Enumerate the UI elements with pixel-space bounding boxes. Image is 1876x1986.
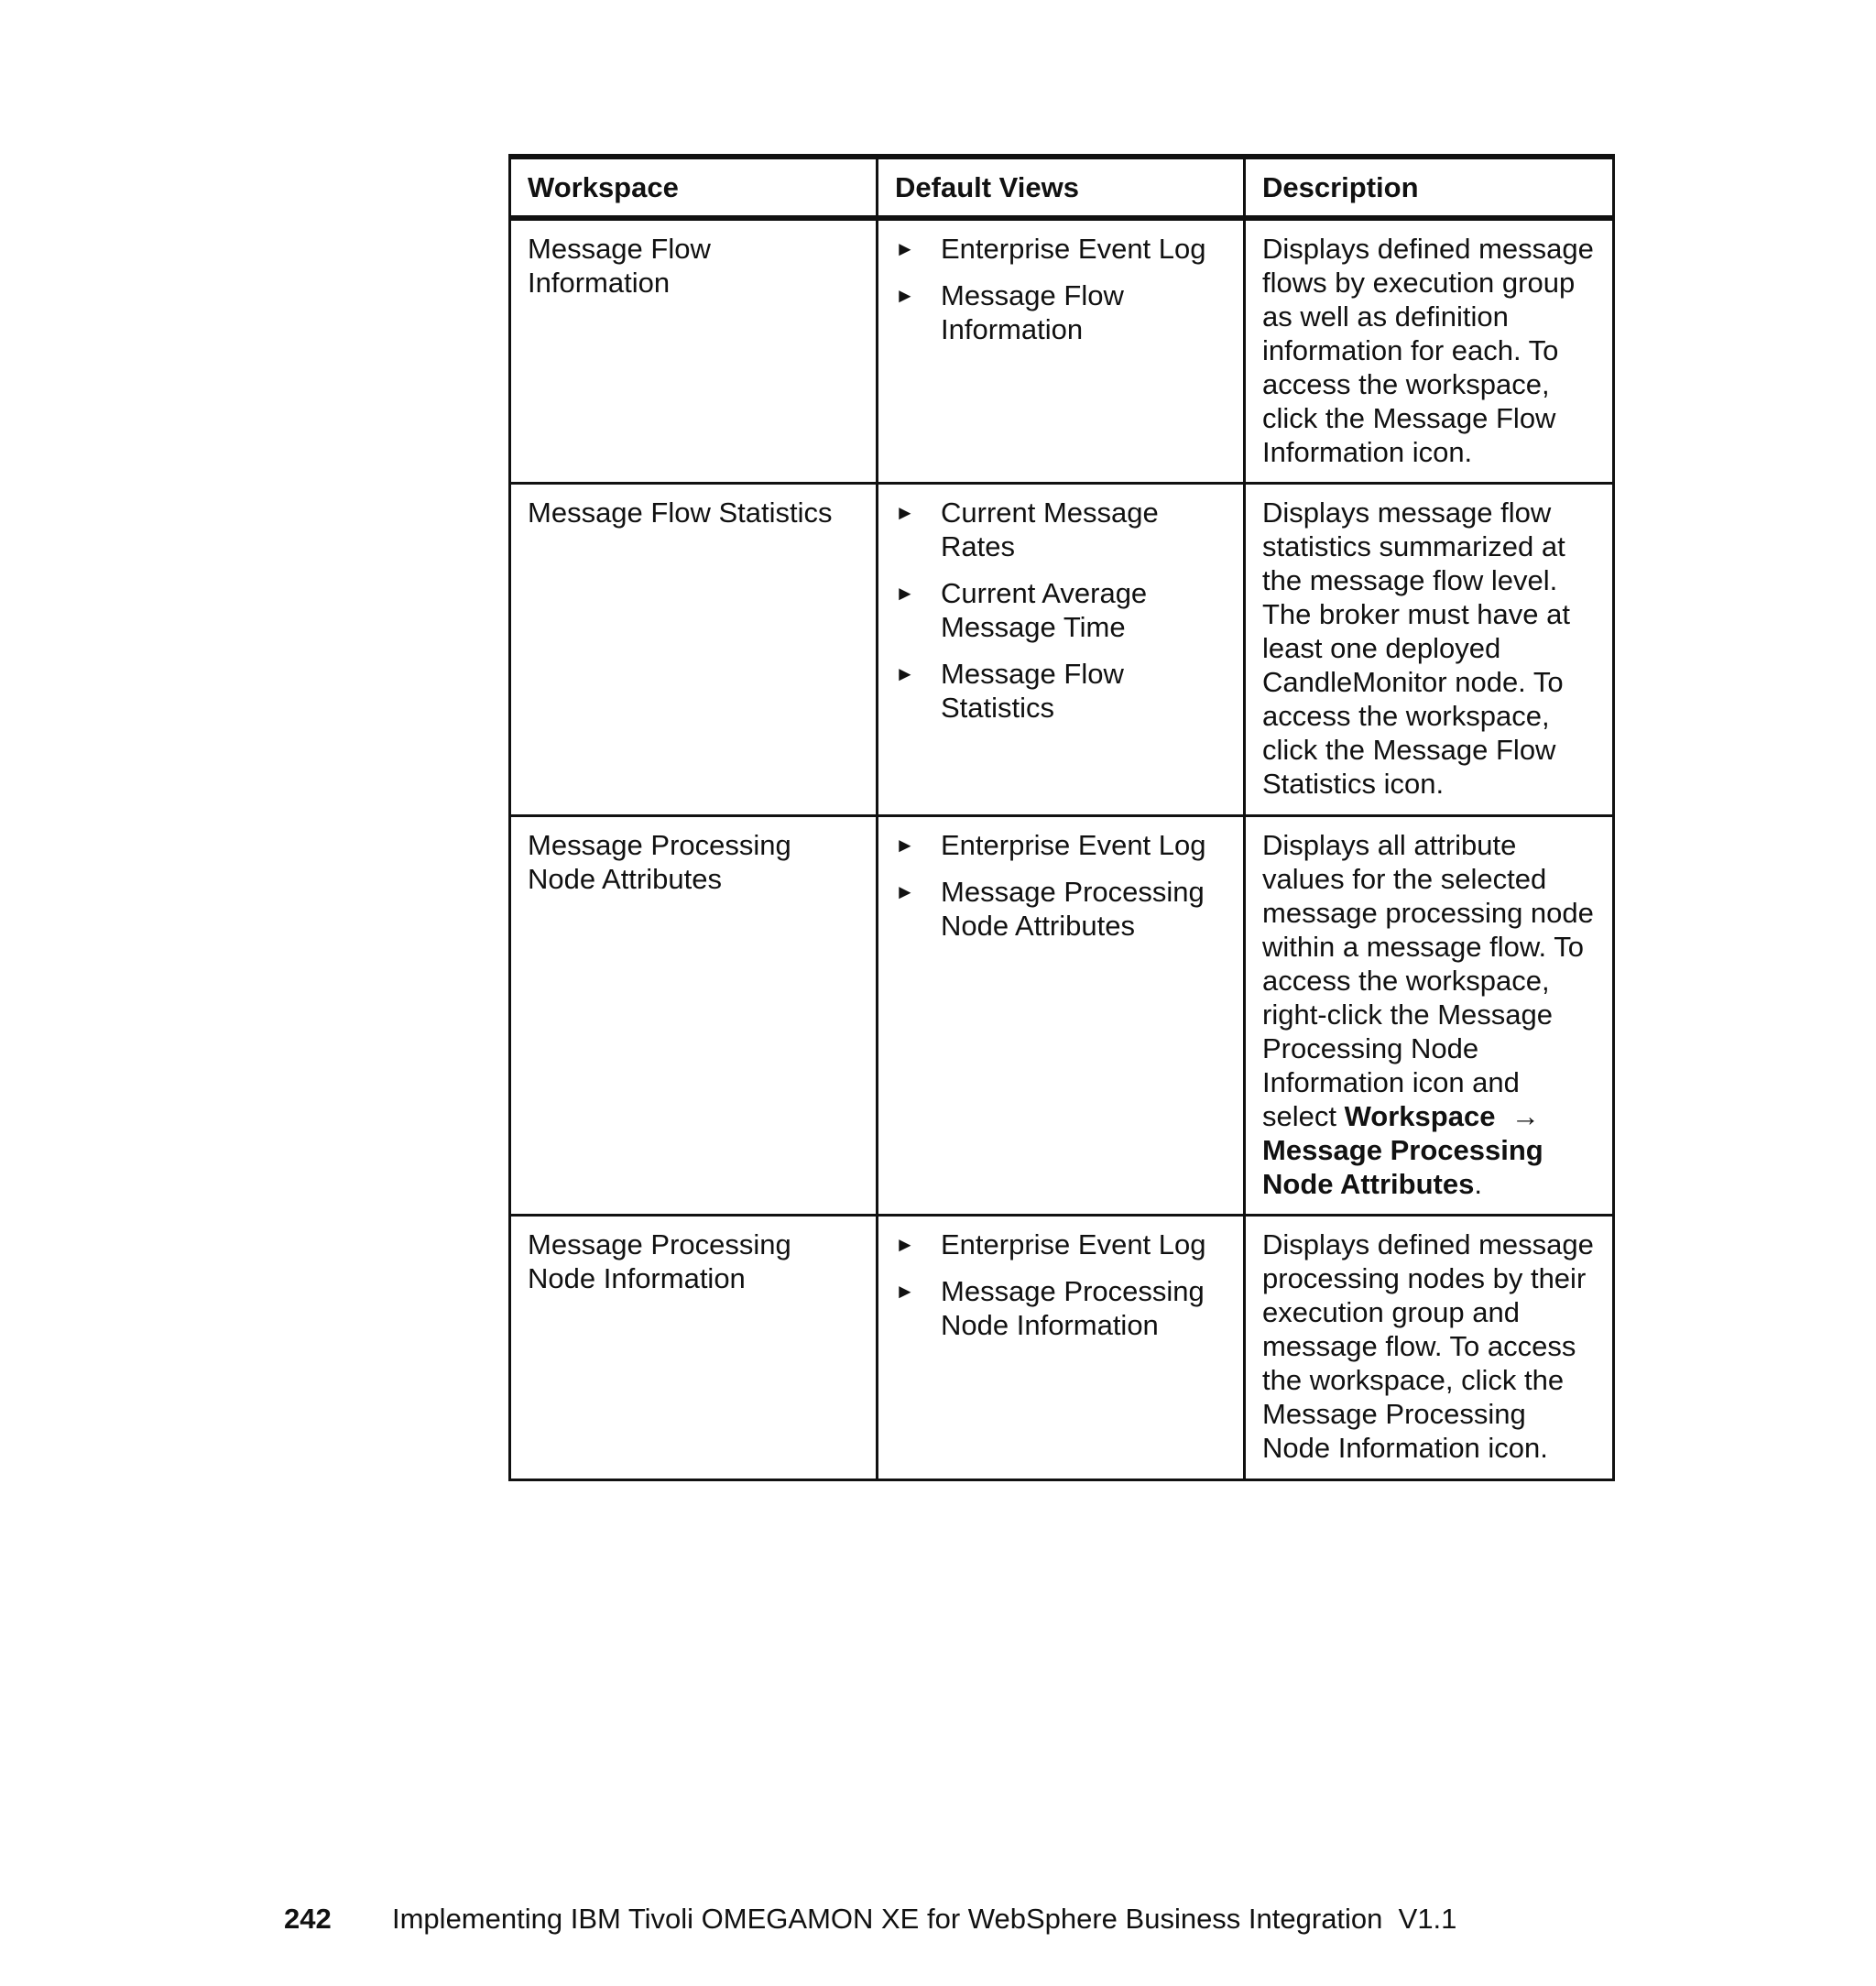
- triangle-right-icon: ►: [895, 237, 915, 260]
- table-row: [510, 1216, 1614, 1480]
- header-default-views: Default Views: [878, 157, 1245, 218]
- menu-path-attributes: Message Processing Node Attributes: [1262, 1134, 1543, 1200]
- views-cell: [878, 218, 1245, 484]
- view-label: Message Flow Statistics: [941, 658, 1124, 724]
- triangle-right-icon: ►: [895, 284, 915, 307]
- triangle-right-icon: ►: [895, 501, 915, 524]
- view-label: Current Message Rates: [941, 496, 1159, 562]
- workspace-cell: Message Flow Information: [510, 218, 878, 484]
- description-text: Displays all attribute values for the selected message processing node within a message flow. To access the workspace, right-click the Message Processing Node Information icon and select: [1262, 829, 1594, 1132]
- workspace-cell: Message Flow Statistics: [510, 484, 878, 816]
- view-label: Message Flow Information: [941, 279, 1124, 345]
- view-label: Enterprise Event Log: [941, 233, 1206, 265]
- table-row: [510, 218, 1614, 484]
- description-cell: [1245, 816, 1614, 1216]
- view-label: Current Average Message Time: [941, 577, 1148, 643]
- views-cell: [878, 816, 1245, 1216]
- book-title: Implementing IBM Tivoli OMEGAMON XE for WebSphere Business Integration V1.1: [392, 1903, 1457, 1935]
- page-footer: [284, 1902, 1456, 1936]
- view-item: [895, 496, 1227, 563]
- menu-arrow-icon: →: [1511, 1100, 1540, 1132]
- triangle-right-icon: ►: [895, 582, 915, 605]
- view-item: [895, 875, 1227, 943]
- description-cell: Displays message flow statistics summarized at the message flow level. The broker must have at least one deployed CandleMonitor node. To access the workspace, click the Message Flow Statistics icon.: [1245, 484, 1614, 816]
- view-label: Message Processing Node Attributes: [941, 876, 1205, 942]
- view-item: [895, 278, 1227, 346]
- triangle-right-icon: ►: [895, 1233, 915, 1256]
- description-cell: Displays defined message flows by execution group as well as definition information for each. To access the workspace, click the Message Flow Information icon.: [1245, 218, 1614, 484]
- views-list: [895, 828, 1227, 943]
- triangle-right-icon: ►: [895, 1280, 915, 1303]
- views-list: [895, 232, 1227, 346]
- view-label: Enterprise Event Log: [941, 1228, 1206, 1260]
- menu-path-workspace: Workspace: [1344, 1100, 1496, 1132]
- header-description: Description: [1245, 157, 1614, 218]
- triangle-right-icon: ►: [895, 662, 915, 685]
- view-item: [895, 232, 1227, 266]
- workspace-table-container: [508, 154, 1612, 1481]
- description-cell: Displays defined message processing nodes by their execution group and message flow. To access the workspace, click the Message Processing Node Information icon.: [1245, 1216, 1614, 1480]
- workspace-table: [508, 154, 1615, 1481]
- triangle-right-icon: ►: [895, 880, 915, 903]
- view-item: [895, 828, 1227, 862]
- workspace-cell: Message Processing Node Attributes: [510, 816, 878, 1216]
- view-item: [895, 1228, 1227, 1261]
- triangle-right-icon: ►: [895, 834, 915, 857]
- description-period: .: [1474, 1168, 1482, 1200]
- page-number: 242: [284, 1903, 332, 1935]
- table-row: [510, 484, 1614, 816]
- table-row: [510, 816, 1614, 1216]
- table-header-row: [510, 157, 1614, 218]
- views-cell: [878, 484, 1245, 816]
- views-list: [895, 496, 1227, 725]
- header-workspace: Workspace: [510, 157, 878, 218]
- views-cell: [878, 1216, 1245, 1480]
- view-label: Enterprise Event Log: [941, 829, 1206, 861]
- view-label: Message Processing Node Information: [941, 1275, 1205, 1341]
- view-item: [895, 657, 1227, 725]
- workspace-cell: Message Processing Node Information: [510, 1216, 878, 1480]
- view-item: [895, 576, 1227, 644]
- views-list: [895, 1228, 1227, 1342]
- view-item: [895, 1274, 1227, 1342]
